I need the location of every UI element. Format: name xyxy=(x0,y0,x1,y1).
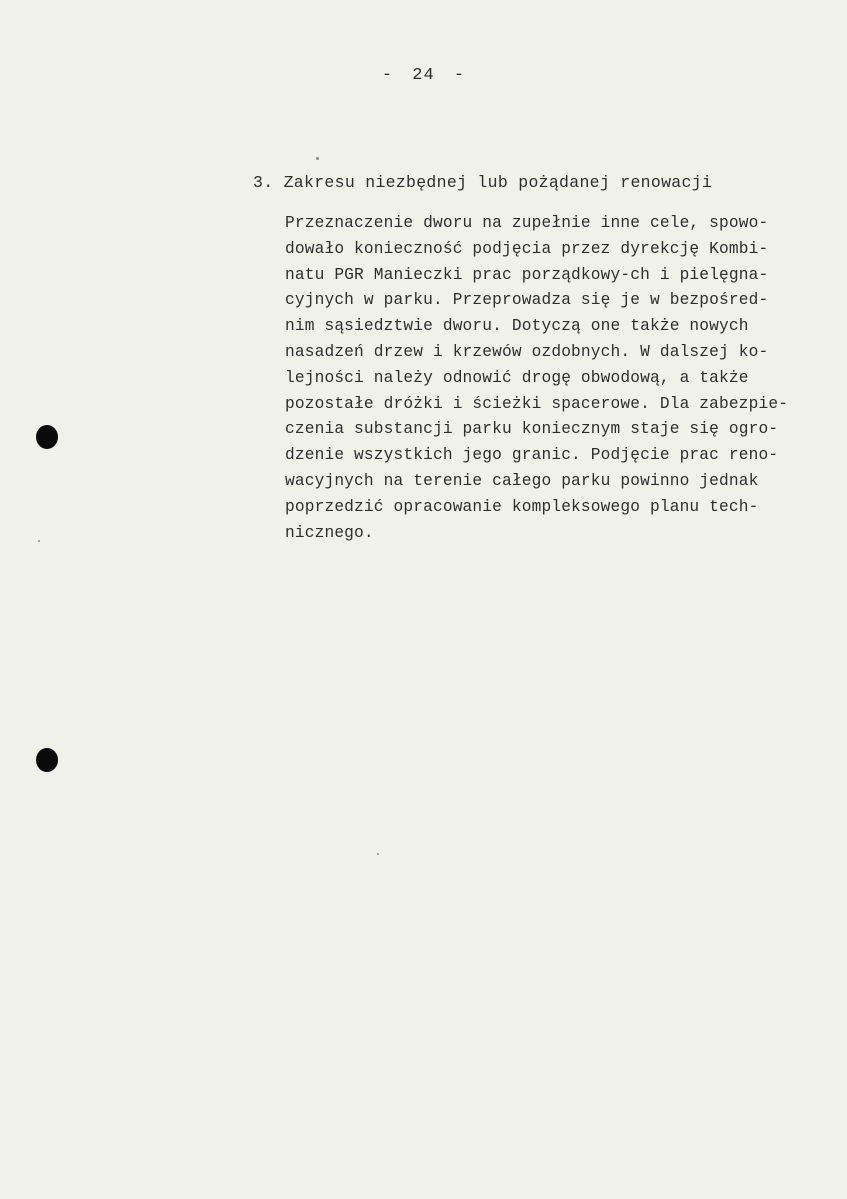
body-line: lejności należy odnowić drogę obwodową, a także xyxy=(285,368,749,387)
section-heading: 3. Zakresu niezbędnej lub pożądanej renowacji xyxy=(253,173,713,192)
body-line: nicznego. xyxy=(285,523,374,542)
body-line: cyjnych w parku. Przeprowadza się je w bezpośred- xyxy=(285,291,769,310)
body-line: nim sąsiedztwie dworu. Dotyczą one także nowych xyxy=(285,317,749,336)
page-number: - 24 - xyxy=(381,66,466,85)
body-line: pozostałe dróżki i ścieżki spacerowe. Dla zabezpie- xyxy=(285,394,789,413)
body-line: wacyjnych na terenie całego parku powinno jednak xyxy=(285,471,759,490)
section-body xyxy=(285,211,788,546)
paper-speck xyxy=(377,853,379,855)
body-line: poprzedzić opracowanie kompleksowego planu tech- xyxy=(285,497,759,516)
paper-speck xyxy=(38,540,40,542)
punch-hole-top xyxy=(36,425,58,449)
body-line: Przeznaczenie dworu na zupełnie inne cele, spowo- xyxy=(285,214,769,232)
body-line: dzenie wszystkich jego granic. Podjęcie prac reno- xyxy=(285,446,779,465)
body-line: nasadzeń drzew i krzewów ozdobnych. W dalszej ko- xyxy=(285,342,769,361)
paper-speck xyxy=(316,157,319,160)
body-line: czenia substancji parku koniecznym staje się ogro- xyxy=(285,420,779,439)
body-line: natu PGR Manieczki prac porządkowy-ch i pielęgna- xyxy=(285,265,769,284)
punch-hole-bottom xyxy=(36,748,58,772)
body-line: dowało konieczność podjęcia przez dyrekcję Kombi- xyxy=(285,239,769,258)
